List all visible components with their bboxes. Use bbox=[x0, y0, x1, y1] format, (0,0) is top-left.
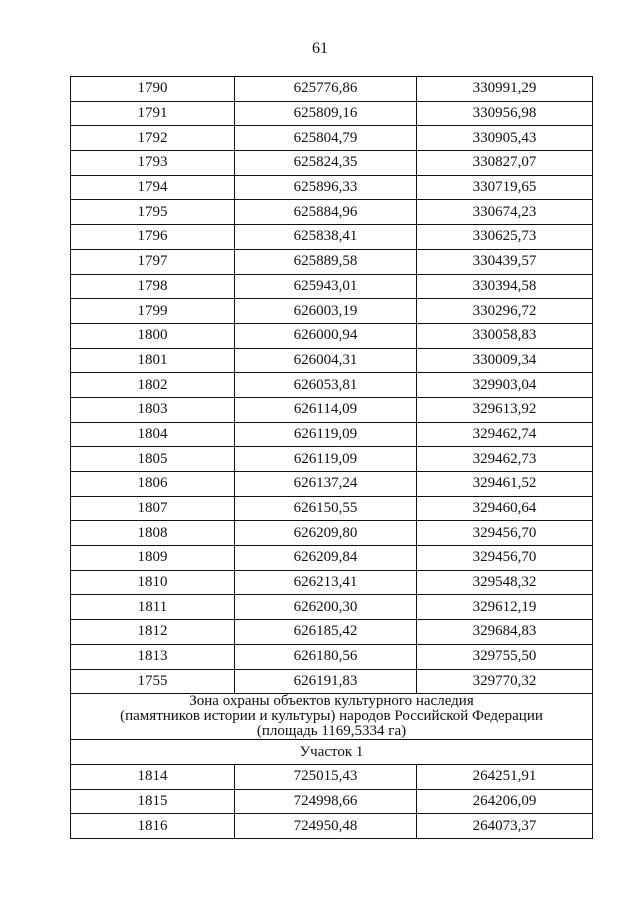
y-coordinate-cell: 329684,83 bbox=[417, 620, 593, 645]
y-coordinate-cell: 329456,70 bbox=[417, 546, 593, 571]
point-number-cell: 1814 bbox=[71, 764, 235, 789]
y-coordinate-cell: 329612,19 bbox=[417, 595, 593, 620]
x-coordinate-cell: 626150,55 bbox=[235, 496, 417, 521]
x-coordinate-cell: 625896,33 bbox=[235, 175, 417, 200]
zone-heading-row bbox=[71, 694, 593, 740]
y-coordinate-cell: 329461,52 bbox=[417, 472, 593, 497]
x-coordinate-cell: 626185,42 bbox=[235, 620, 417, 645]
point-number-cell: 1798 bbox=[71, 274, 235, 299]
point-number-cell: 1791 bbox=[71, 101, 235, 126]
y-coordinate-cell: 330956,98 bbox=[417, 101, 593, 126]
x-coordinate-cell: 625838,41 bbox=[235, 225, 417, 250]
y-coordinate-cell: 329755,50 bbox=[417, 644, 593, 669]
x-coordinate-cell: 625804,79 bbox=[235, 126, 417, 151]
table-row bbox=[71, 422, 593, 447]
point-number-cell: 1755 bbox=[71, 669, 235, 694]
point-number-cell: 1816 bbox=[71, 814, 235, 839]
table-row bbox=[71, 644, 593, 669]
point-number-cell: 1813 bbox=[71, 644, 235, 669]
y-coordinate-cell: 329462,74 bbox=[417, 422, 593, 447]
page-number: 61 bbox=[312, 40, 328, 57]
x-coordinate-cell: 724998,66 bbox=[235, 789, 417, 814]
x-coordinate-cell: 626209,80 bbox=[235, 521, 417, 546]
y-coordinate-cell: 329456,70 bbox=[417, 521, 593, 546]
table-row bbox=[71, 175, 593, 200]
x-coordinate-cell: 626003,19 bbox=[235, 299, 417, 324]
x-coordinate-cell: 626004,31 bbox=[235, 348, 417, 373]
point-number-cell: 1805 bbox=[71, 447, 235, 472]
subsection-row bbox=[71, 740, 593, 765]
point-number-cell: 1809 bbox=[71, 546, 235, 571]
point-number-cell: 1810 bbox=[71, 570, 235, 595]
table-row bbox=[71, 397, 593, 422]
zone-heading bbox=[71, 694, 593, 740]
y-coordinate-cell: 329460,64 bbox=[417, 496, 593, 521]
y-coordinate-cell: 329613,92 bbox=[417, 397, 593, 422]
table-row bbox=[71, 447, 593, 472]
y-coordinate-cell: 264251,91 bbox=[417, 764, 593, 789]
x-coordinate-cell: 625776,86 bbox=[235, 77, 417, 102]
zone-section bbox=[71, 694, 593, 765]
x-coordinate-cell: 626209,84 bbox=[235, 546, 417, 571]
table-row bbox=[71, 472, 593, 497]
point-number-cell: 1811 bbox=[71, 595, 235, 620]
x-coordinate-cell: 626200,30 bbox=[235, 595, 417, 620]
x-coordinate-cell: 725015,43 bbox=[235, 764, 417, 789]
table-row bbox=[71, 348, 593, 373]
table-row bbox=[71, 249, 593, 274]
point-number-cell: 1802 bbox=[71, 373, 235, 398]
point-number-cell: 1807 bbox=[71, 496, 235, 521]
coordinates-table-body-top bbox=[71, 77, 593, 694]
y-coordinate-cell: 330674,23 bbox=[417, 200, 593, 225]
table-row bbox=[71, 595, 593, 620]
table-row bbox=[71, 521, 593, 546]
table-row bbox=[71, 77, 593, 102]
y-coordinate-cell: 330625,73 bbox=[417, 225, 593, 250]
point-number-cell: 1800 bbox=[71, 323, 235, 348]
y-coordinate-cell: 329462,73 bbox=[417, 447, 593, 472]
point-number-cell: 1804 bbox=[71, 422, 235, 447]
point-number-cell: 1815 bbox=[71, 789, 235, 814]
table-row bbox=[71, 200, 593, 225]
coordinates-table-body-bottom bbox=[71, 764, 593, 838]
table-row bbox=[71, 151, 593, 176]
y-coordinate-cell: 264206,09 bbox=[417, 789, 593, 814]
zone-heading-line-1: Зона охраны объектов культурного наследия bbox=[189, 693, 474, 710]
y-coordinate-cell: 330439,57 bbox=[417, 249, 593, 274]
table-row bbox=[71, 101, 593, 126]
point-number-cell: 1796 bbox=[71, 225, 235, 250]
point-number-cell: 1806 bbox=[71, 472, 235, 497]
x-coordinate-cell: 625889,58 bbox=[235, 249, 417, 274]
zone-heading-line-3: (площадь 1169,5334 га) bbox=[256, 723, 407, 740]
x-coordinate-cell: 626180,56 bbox=[235, 644, 417, 669]
x-coordinate-cell: 625824,35 bbox=[235, 151, 417, 176]
y-coordinate-cell: 329548,32 bbox=[417, 570, 593, 595]
table-row bbox=[71, 669, 593, 694]
x-coordinate-cell: 625809,16 bbox=[235, 101, 417, 126]
y-coordinate-cell: 330991,29 bbox=[417, 77, 593, 102]
x-coordinate-cell: 626053,81 bbox=[235, 373, 417, 398]
x-coordinate-cell: 626114,09 bbox=[235, 397, 417, 422]
coordinates-table bbox=[70, 76, 593, 839]
x-coordinate-cell: 626191,83 bbox=[235, 669, 417, 694]
point-number-cell: 1799 bbox=[71, 299, 235, 324]
table-row bbox=[71, 126, 593, 151]
x-coordinate-cell: 724950,48 bbox=[235, 814, 417, 839]
point-number-cell: 1797 bbox=[71, 249, 235, 274]
table-row bbox=[71, 274, 593, 299]
x-coordinate-cell: 626119,09 bbox=[235, 447, 417, 472]
table-row bbox=[71, 570, 593, 595]
point-number-cell: 1790 bbox=[71, 77, 235, 102]
point-number-cell: 1812 bbox=[71, 620, 235, 645]
zone-heading-line-2: (памятников истории и культуры) народов Российской Федерации bbox=[120, 708, 543, 725]
y-coordinate-cell: 330296,72 bbox=[417, 299, 593, 324]
y-coordinate-cell: 329903,04 bbox=[417, 373, 593, 398]
point-number-cell: 1794 bbox=[71, 175, 235, 200]
x-coordinate-cell: 626213,41 bbox=[235, 570, 417, 595]
y-coordinate-cell: 330394,58 bbox=[417, 274, 593, 299]
subsection-heading: Участок 1 bbox=[71, 740, 593, 765]
point-number-cell: 1801 bbox=[71, 348, 235, 373]
point-number-cell: 1795 bbox=[71, 200, 235, 225]
table-row bbox=[71, 225, 593, 250]
point-number-cell: 1803 bbox=[71, 397, 235, 422]
table-row bbox=[71, 620, 593, 645]
y-coordinate-cell: 330719,65 bbox=[417, 175, 593, 200]
table-row bbox=[71, 373, 593, 398]
point-number-cell: 1792 bbox=[71, 126, 235, 151]
table-row bbox=[71, 299, 593, 324]
x-coordinate-cell: 626000,94 bbox=[235, 323, 417, 348]
x-coordinate-cell: 625884,96 bbox=[235, 200, 417, 225]
y-coordinate-cell: 329770,32 bbox=[417, 669, 593, 694]
point-number-cell: 1793 bbox=[71, 151, 235, 176]
table-row bbox=[71, 546, 593, 571]
table-row bbox=[71, 496, 593, 521]
table-row bbox=[71, 764, 593, 789]
table-row bbox=[71, 323, 593, 348]
table-row bbox=[71, 789, 593, 814]
y-coordinate-cell: 330827,07 bbox=[417, 151, 593, 176]
x-coordinate-cell: 626119,09 bbox=[235, 422, 417, 447]
x-coordinate-cell: 625943,01 bbox=[235, 274, 417, 299]
y-coordinate-cell: 330058,83 bbox=[417, 323, 593, 348]
point-number-cell: 1808 bbox=[71, 521, 235, 546]
y-coordinate-cell: 264073,37 bbox=[417, 814, 593, 839]
y-coordinate-cell: 330009,34 bbox=[417, 348, 593, 373]
y-coordinate-cell: 330905,43 bbox=[417, 126, 593, 151]
x-coordinate-cell: 626137,24 bbox=[235, 472, 417, 497]
table-row bbox=[71, 814, 593, 839]
